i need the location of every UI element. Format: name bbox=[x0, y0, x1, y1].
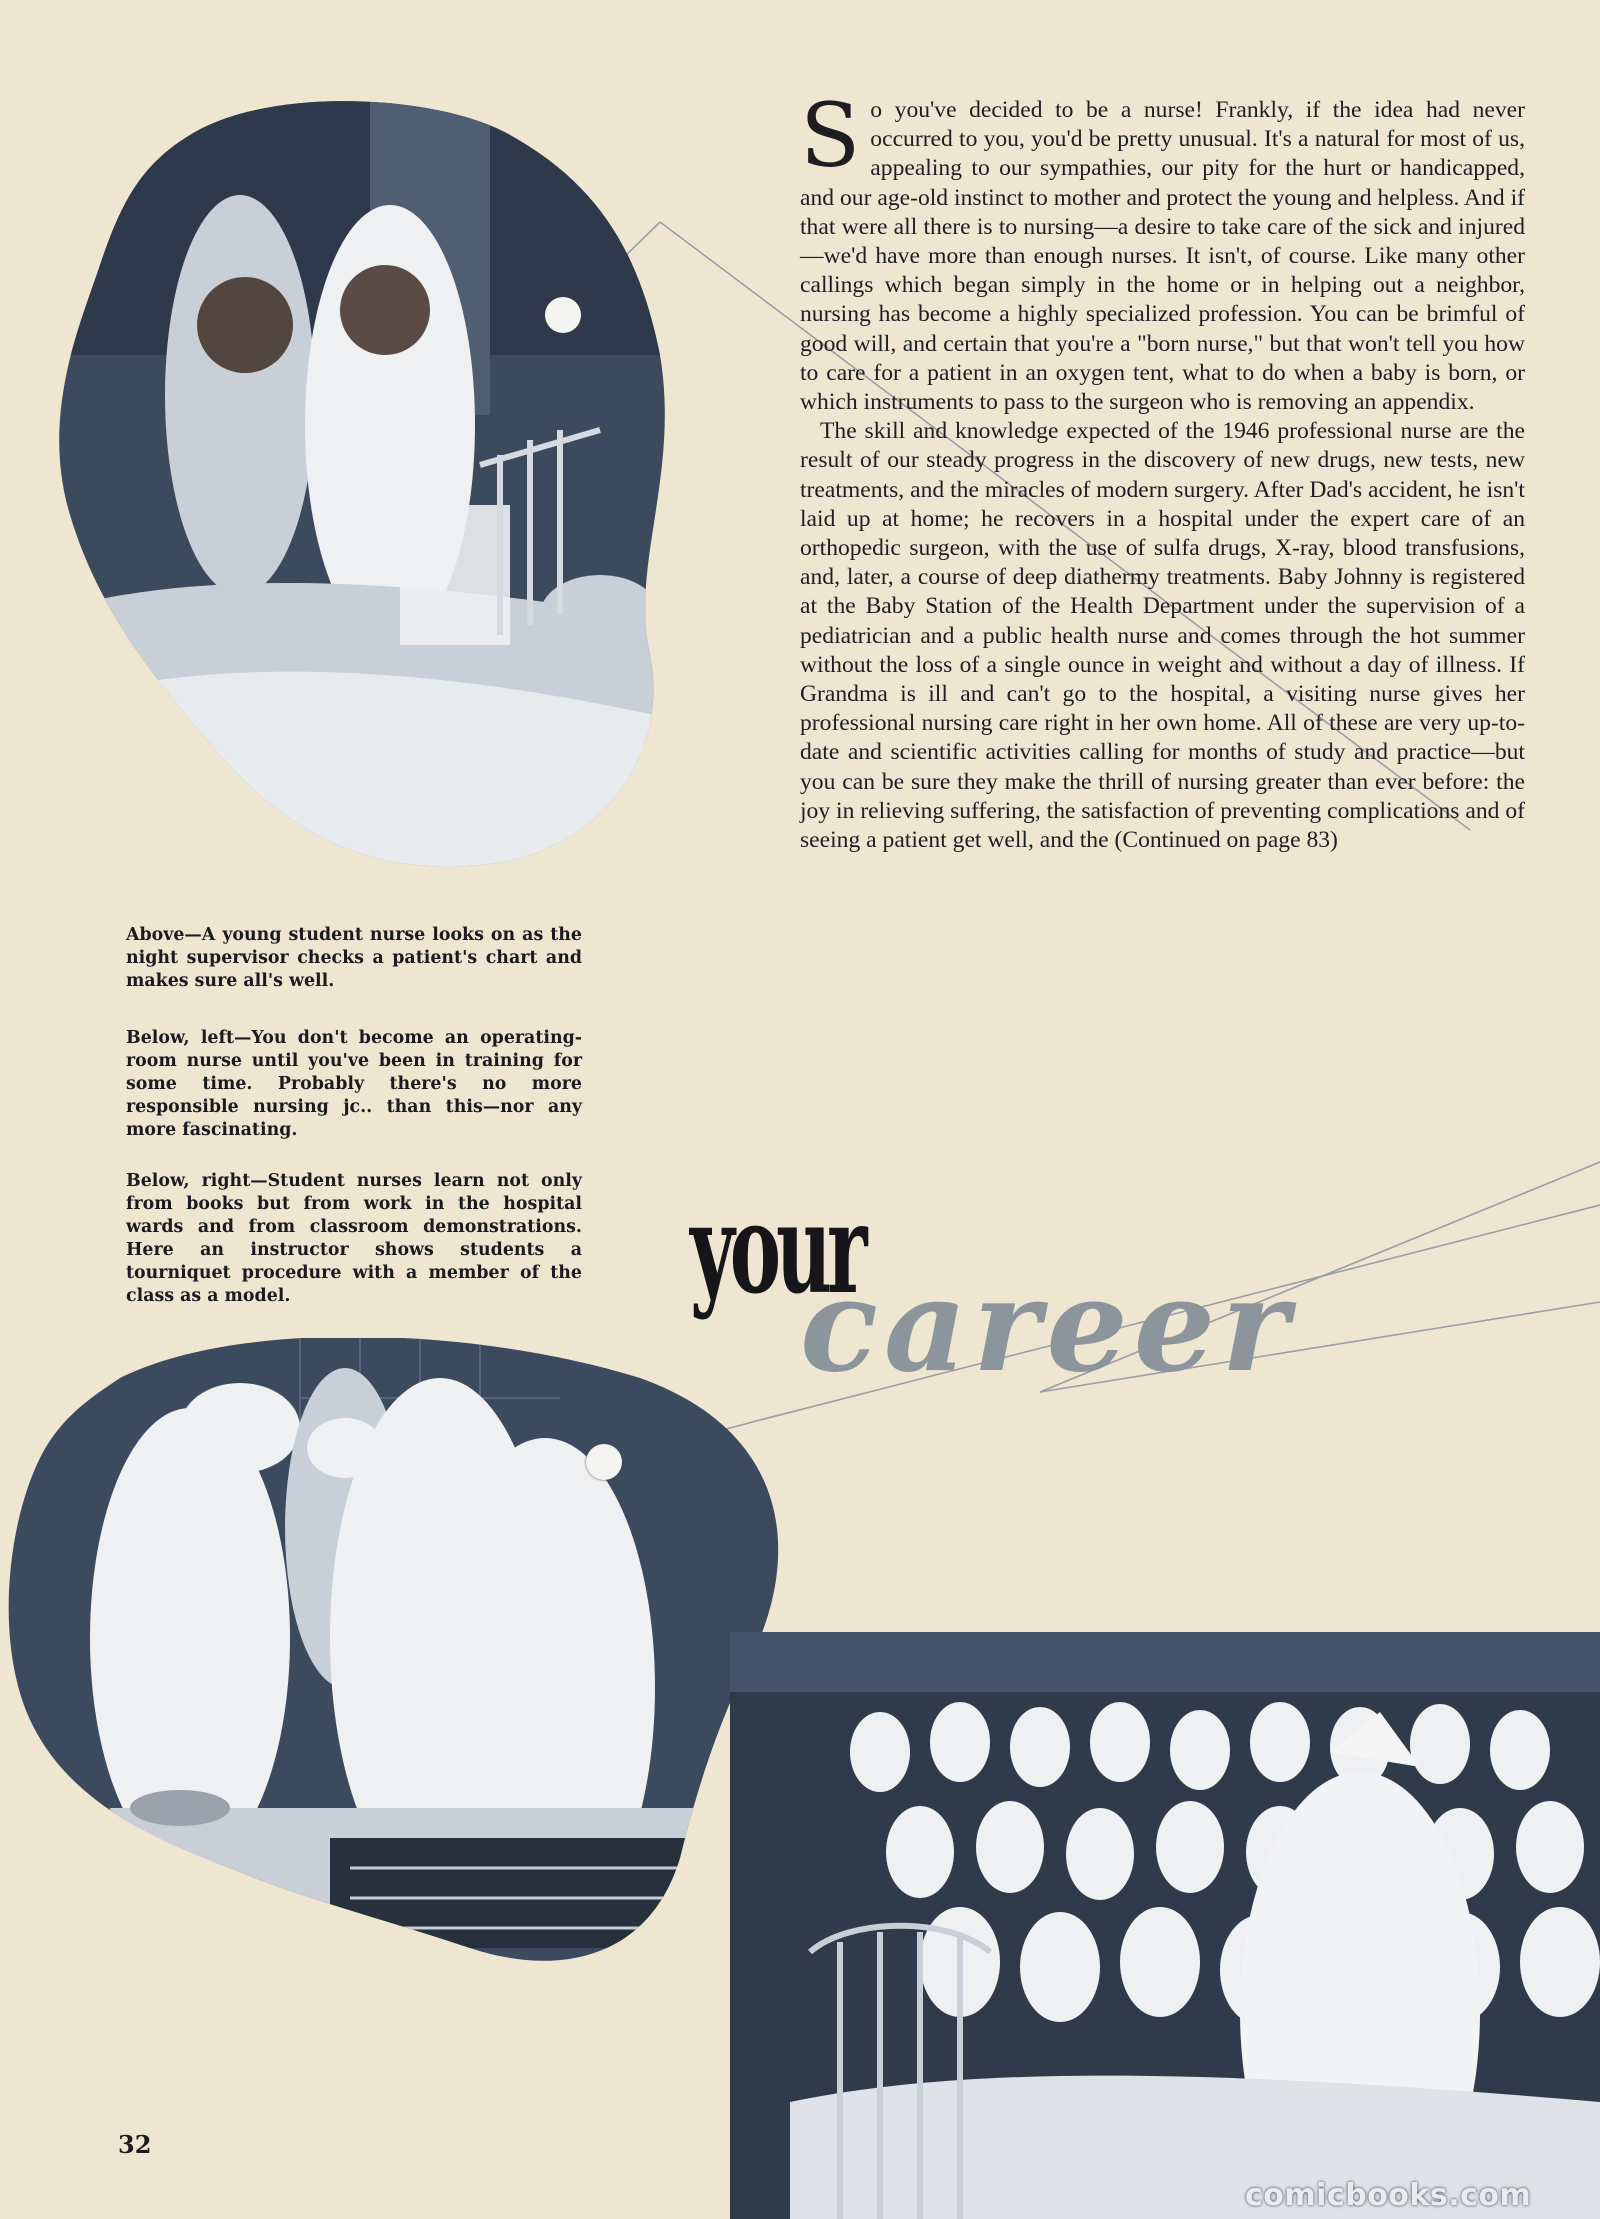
pointer-dot-top bbox=[545, 297, 581, 333]
article-body bbox=[800, 84, 1525, 855]
photo-operating-room bbox=[0, 1338, 800, 1978]
photo-nurses-at-bedside bbox=[40, 95, 800, 895]
title-career: career bbox=[800, 1251, 1295, 1401]
paragraph-1-text: o you've decided to be a nurse! Frankly, if the idea had never occurred to you, you'd be pretty unusual. It's a natural for most of us, appealing to our sympathies, our pity for the hurt or handicapped, and our age-old instinct to mother and protect the young and helpless. And if that were all there is to nursing—a desire to take care of the sick and injured—we'd have more than enough nurses. It isn't, of course. Like many other callings which began simply in the home or in helping out a neighbor, nursing has become a highly specialized profession. You can be brimful of good will, and certain that you're a "born nurse," but that won't tell you how to care for a patient in an oxygen tent, what to do when a baby is born, or which instruments to pass to the surgeon who is removing an appendix. bbox=[800, 97, 1525, 416]
caption-below-right: Below, right—Student nurses learn not only from books but from work in the hospital wards and from classroom demonstrations. Here an instructor shows students a tourniquet procedure with a member of the class as a model. bbox=[126, 1171, 582, 1306]
caption-below-left: Below, left—You don't become an operating-room nurse until you've been in training for some time. Probably there's no more responsible nursing jc.. than this—nor any more fascinating. bbox=[126, 1028, 582, 1140]
article-paragraph-1 bbox=[800, 84, 1525, 417]
caption-above: Above—A young student nurse looks on as the night supervisor checks a patient's chart and makes sure all's well. bbox=[126, 925, 582, 991]
page-number: 32 bbox=[118, 2130, 152, 2159]
title-your: your bbox=[690, 1177, 863, 1322]
watermark: comicbooks.com bbox=[1245, 2178, 1532, 2213]
pointer-dot-bottom-left bbox=[586, 1444, 622, 1480]
photo-classroom-demonstration bbox=[730, 1632, 1600, 2219]
article-paragraph-2: The skill and knowledge expected of the 1946 professional nurse are the result of our steady progress in the discovery of new drugs, new tests, new treatments, and the miracles of modern surgery. After Dad's accident, he isn't laid up at home; he recovers in a hospital under the expert care of an orthopedic surgeon, with the use of sulfa drugs, X-ray, blood transfusions, and, later, a course of deep diathermy treatments. Baby Johnny is registered at the Baby Station of the Health Department under the supervision of a pediatrician and a public health nurse and comes through the hot summer without the loss of a single ounce in weight and without a day of illness. If Grandma is ill and can't go to the hospital, a visiting nurse gives her professional nursing care right in her own home. All of these are very up-to-date and scientific activities calling for months of study and practice—but you can be sure they make the thrill of nursing greater than ever before: the joy in relieving suffering, the satisfaction of preventing complications and of seeing a patient get well, and the (Continued on page 83) bbox=[800, 418, 1525, 854]
drop-cap: S bbox=[800, 84, 861, 187]
